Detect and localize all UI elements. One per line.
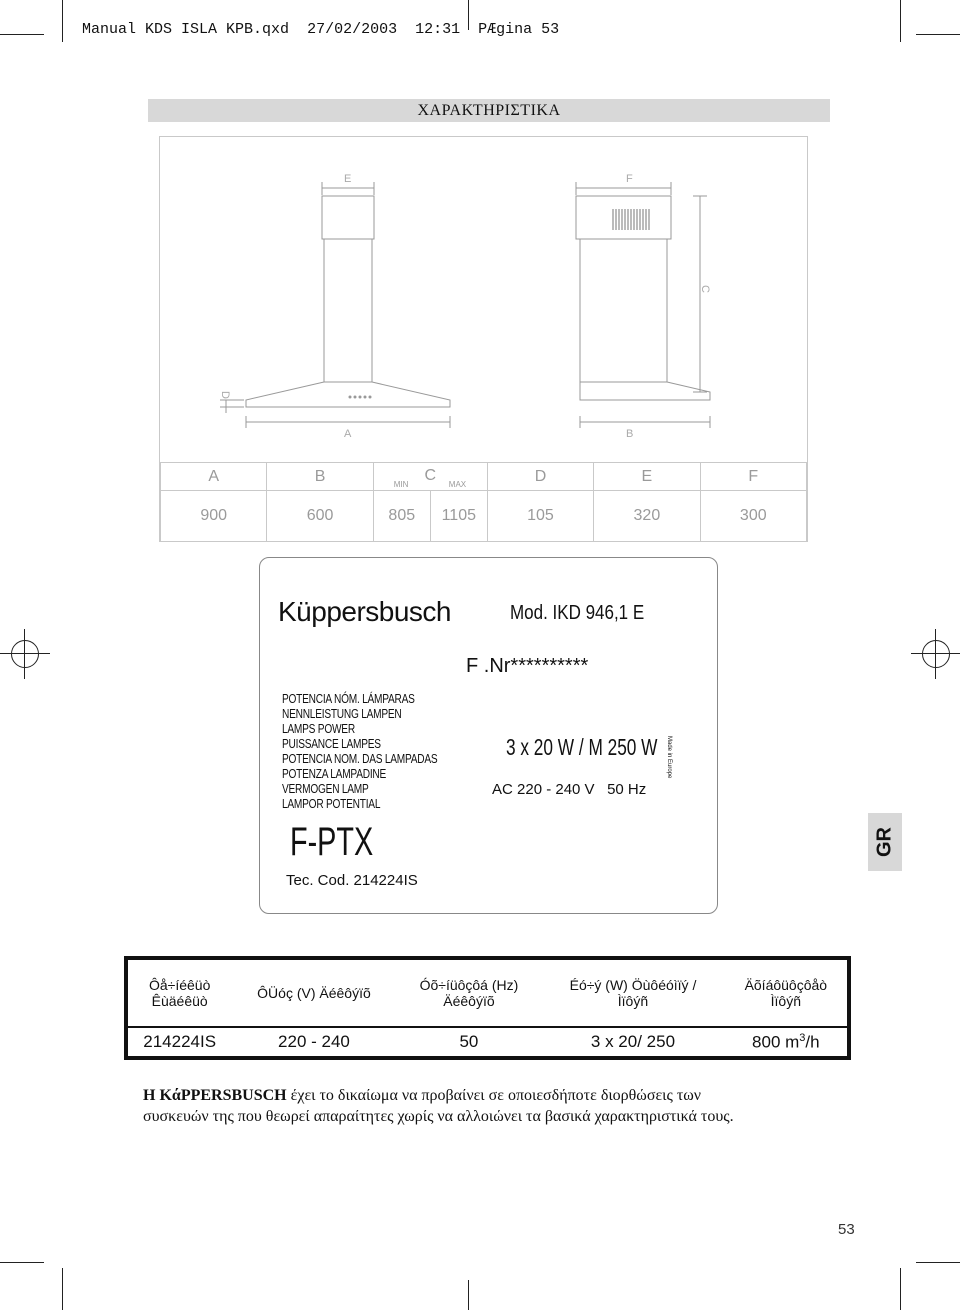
power-line: POTENCIA NOM. DAS LAMPADAS (282, 751, 438, 766)
file-slug (64, 4, 559, 38)
note-lead: Η KάPPERSBUSCH (143, 1087, 287, 1104)
dim-label-e: E (344, 173, 352, 185)
model-name: Mod. IKD 946,1 E (510, 602, 645, 624)
col-header-code: Ôå÷íéêüò Êùäéêüò (128, 960, 231, 1027)
dim-header-e: E (594, 463, 700, 491)
dim-value-d: 105 (487, 491, 593, 542)
note-line-1 (143, 1085, 863, 1106)
dim-header-d: D (487, 463, 593, 491)
power-line: LAMPOR POTENTIAL (282, 796, 381, 811)
dim-value-c-min: 805 (373, 491, 430, 542)
cell-code: 214224IS (143, 1032, 217, 1051)
dim-value-f: 300 (700, 491, 806, 542)
col-header-voltage: ÔÜóç (V) Äéêôýïõ (231, 960, 396, 1027)
dim-label-d: D (219, 391, 231, 399)
dim-label-c: C (699, 285, 711, 293)
cell-power: 3 x 20/ 250 (590, 1032, 676, 1051)
dim-label-f: F (626, 173, 633, 185)
page-number: 53 (838, 1221, 855, 1238)
crop-mark (468, 1280, 469, 1310)
dim-header-c-label: C (424, 466, 437, 484)
dim-header-f: F (700, 463, 806, 491)
rating-label (259, 557, 718, 914)
power-line: VERMOGEN LAMP (282, 781, 369, 796)
dim-label-a: A (344, 428, 352, 440)
front-canopy (246, 382, 450, 407)
tec-cod: Tec. Cod. 214224IS (286, 872, 418, 889)
control-dots (349, 396, 372, 399)
crop-mark (916, 34, 960, 35)
dimension-drawing (159, 136, 808, 542)
made-in-label: Made in Europe (666, 736, 672, 779)
registration-mark-icon (11, 640, 39, 668)
note-line-2: συσκευών της που θεωρεί απαραίτητες χωρίς να αλλοιώνει τα βασικά χαρακτηριστικά τους. (143, 1108, 734, 1125)
col-header-capacity: Äõíáôüôçôåò Ìïôýñ (725, 960, 847, 1027)
slug-date: 27/02/2003 (307, 21, 398, 38)
col-header-frequency: Óõ÷íüôçôá (Hz) Äéêôýïõ (397, 960, 542, 1027)
col-header-power: Éó÷ý (W) Öùôéóìïý / Ìïôýñ (541, 960, 724, 1027)
slug-page: PÆgina 53 (478, 21, 560, 38)
dim-value-c-max: 1105 (430, 491, 487, 542)
lamp-power-value: 3 x 20 W / M 250 W (506, 734, 658, 760)
power-line: PUISSANCE LAMPES (282, 736, 381, 751)
dim-header-c (373, 463, 487, 491)
dim-label-b: B (626, 428, 634, 440)
crop-mark (900, 1268, 901, 1310)
crop-mark (468, 0, 469, 30)
language-tab-label: GR (873, 827, 896, 857)
dim-value-e: 320 (594, 491, 700, 542)
hood-drawing (160, 137, 807, 462)
section-title: ΧΑΡΑΚΤΗΡΙΣΤΙΚΑ (148, 99, 830, 122)
crop-mark (62, 0, 63, 42)
front-chimney-upper (322, 196, 374, 239)
dim-c-max: MAX (448, 480, 467, 489)
dim-value-a: 900 (161, 491, 267, 542)
dimension-table (160, 462, 807, 542)
fptx-code: F-PTX (290, 820, 374, 864)
cell-voltage: 220 - 240 (278, 1032, 350, 1051)
side-chimney-upper (576, 196, 671, 239)
cell-capacity: 800 $m^3/h$ (752, 1031, 820, 1052)
power-line: POTENCIA NÓM. LÁMPARAS (282, 691, 415, 706)
dim-header-b: B (267, 463, 373, 491)
side-chimney-lower (580, 239, 667, 382)
crop-mark (916, 1262, 960, 1263)
crop-mark (62, 1268, 63, 1310)
slug-time: 12:31 (415, 21, 461, 38)
vent-grille (613, 209, 649, 230)
dim-header-a: A (161, 463, 267, 491)
footer-note (143, 1085, 863, 1127)
crop-mark (900, 0, 901, 42)
note-line1-rest: έχει το δικαίωμα να προβαίνει σε οποιεσδήποτε διορθώσεις των (290, 1087, 702, 1104)
crop-mark (0, 34, 44, 35)
slug-file: Manual KDS ISLA KPB.qxd (82, 21, 290, 38)
power-line: LAMPS POWER (282, 721, 355, 736)
lamp-power-labels (282, 691, 481, 811)
serial-number: F .Nr********** (466, 655, 589, 677)
side-canopy (580, 382, 710, 400)
supply-rating: AC 220 - 240 V 50 Hz (492, 781, 647, 798)
cell-frequency: 50 (459, 1032, 479, 1051)
registration-mark-icon (922, 640, 950, 668)
power-line: POTENZA LAMPADINE (282, 766, 387, 781)
front-chimney-lower (324, 239, 372, 382)
power-line: NENNLEISTUNG LAMPEN (282, 706, 402, 721)
crop-mark (0, 1262, 44, 1263)
dim-c-min: MIN (393, 480, 409, 489)
dim-value-b: 600 (267, 491, 373, 542)
brand-logo: Küppersbusch (278, 596, 452, 627)
language-tab (868, 813, 902, 871)
technical-data-table (124, 956, 851, 1060)
